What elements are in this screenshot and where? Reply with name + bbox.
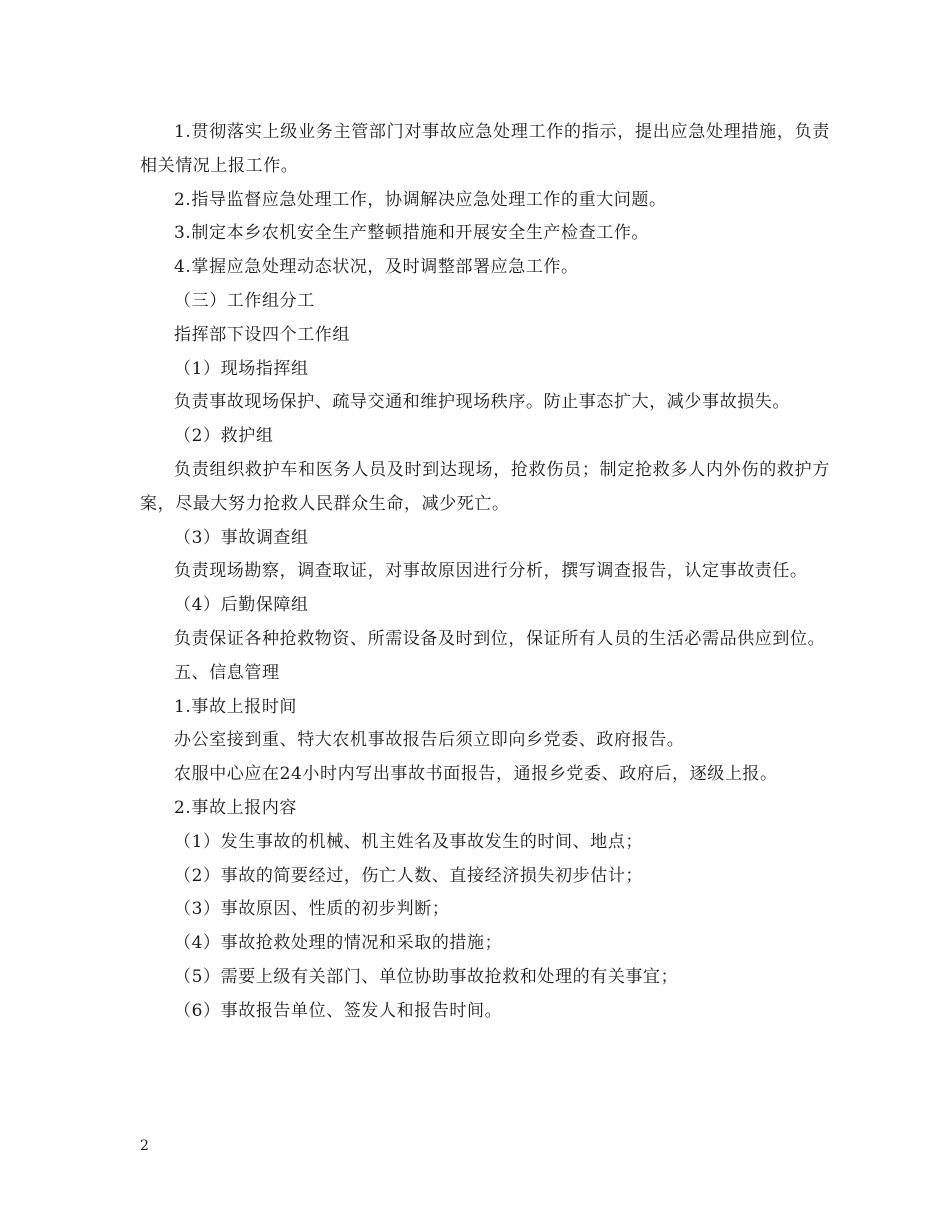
subsection-heading: （2）救护组 [174, 426, 274, 447]
list-item: （5）需要上级有关部门、单位协助事故抢救和处理的有关事宜； [174, 966, 679, 987]
paragraph: 负责组织救护车和医务人员及时到达现场，抢救伤员；制定抢救多人内外伤的救护方案，尽最大努力抢救人民群众生命，减少死亡。 [140, 459, 830, 514]
subsection-heading: （3）事故调查组 [174, 527, 309, 548]
paragraph: 农服中心应在24小时内写出事故书面报告，通报乡党委、政府后，逐级上报。 [174, 764, 778, 785]
list-item: （6）事故报告单位、签发人和报告时间。 [174, 1000, 503, 1021]
subsection-heading: 1.事故上报时间 [174, 696, 298, 717]
paragraph: 4.掌握应急处理动态状况，及时调整部署应急工作。 [174, 257, 579, 278]
list-item: （4）事故抢救处理的情况和采取的措施； [174, 933, 503, 954]
list-item: （3）事故原因、性质的初步判断； [174, 899, 450, 920]
section-heading: （三）工作组分工 [174, 290, 315, 311]
list-item: （1）发生事故的机械、机主姓名及事故发生的时间、地点； [174, 831, 644, 852]
paragraph: 负责现场勘察，调查取证，对事故原因进行分析，撰写调查报告，认定事故责任。 [174, 561, 808, 582]
section-heading: 五、信息管理 [174, 662, 280, 683]
document-body [140, 116, 830, 1029]
paragraph: 2.指导监督应急处理工作，协调解决应急处理工作的重大问题。 [174, 189, 667, 210]
subsection-heading: 2.事故上报内容 [174, 797, 298, 818]
paragraph: 1.贯彻落实上级业务主管部门对事故应急处理工作的指示，提出应急处理措施，负责相关情况上报工作。 [140, 122, 830, 176]
paragraph: 指挥部下设四个工作组 [174, 324, 350, 345]
paragraph: 3.制定本乡农机安全生产整顿措施和开展安全生产检查工作。 [174, 223, 650, 244]
page-number: 2 [140, 1138, 149, 1154]
paragraph: 负责保证各种抢救物资、所需设备及时到位，保证所有人员的生活必需品供应到位。 [174, 628, 826, 649]
subsection-heading: （4）后勤保障组 [174, 595, 309, 616]
paragraph: 负责事故现场保护、疏导交通和维护现场秩序。防止事态扩大，减少事故损失。 [174, 392, 790, 413]
list-item: （2）事故的简要经过，伤亡人数、直接经济损失初步估计； [174, 865, 644, 886]
subsection-heading: （1）现场指挥组 [174, 358, 309, 379]
paragraph: 办公室接到重、特大农机事故报告后须立即向乡党委、政府报告。 [174, 730, 685, 751]
